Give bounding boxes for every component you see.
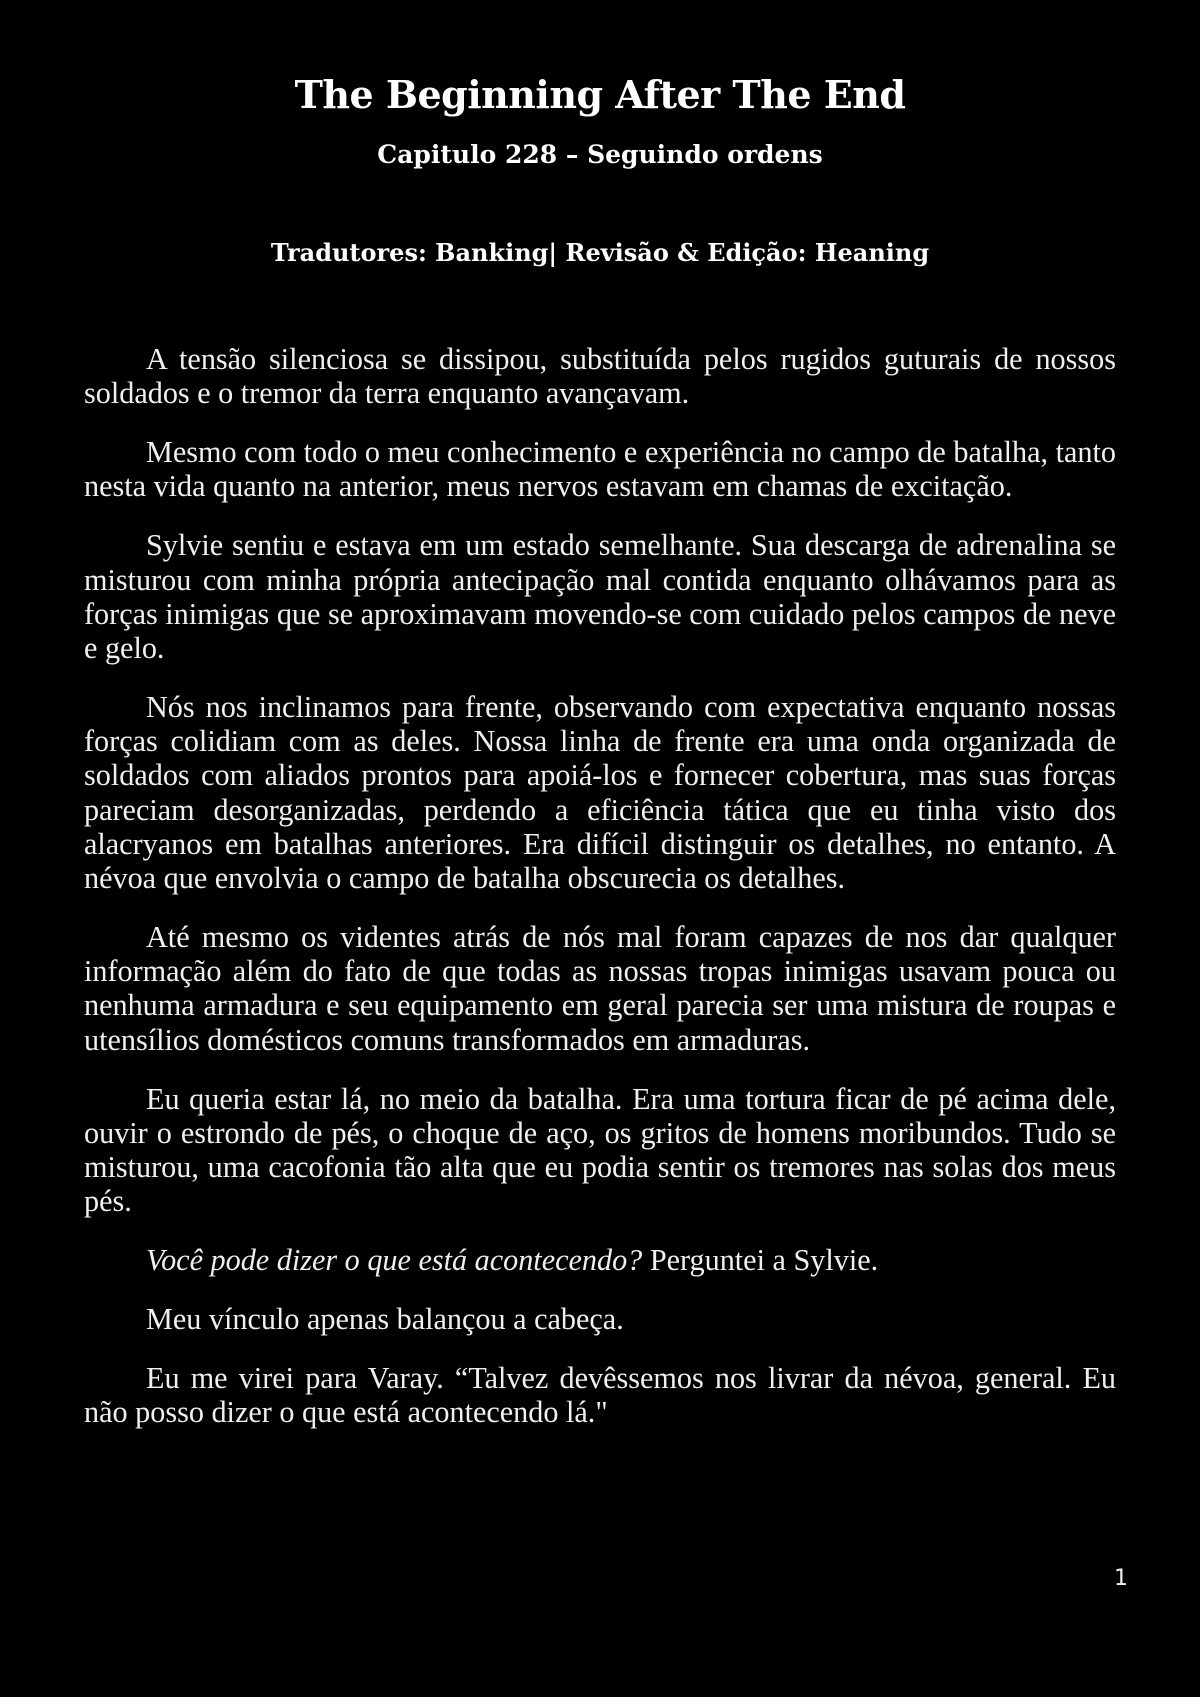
paragraph: Mesmo com todo o meu conhecimento e experiência no campo de batalha, tanto nesta vida quanto na anterior, meus nervos estavam em chamas de excitação.: [84, 435, 1116, 504]
paragraph: Nós nos inclinamos para frente, observando com expectativa enquanto nossas forças colidiam com as deles. Nossa linha de frente era uma onda organizada de soldados com aliados prontos para apoiá-los e fornecer cobertura, mas suas forças pareciam desorganizadas, perdendo a eficiência tática que eu tinha visto dos alacryanos em batalhas anteriores. Era difícil distinguir os detalhes, no entanto. A névoa que envolvia o campo de batalha obscurecia os detalhes.: [84, 690, 1116, 896]
paragraph: Sylvie sentiu e estava em um estado semelhante. Sua descarga de adrenalina se misturou com minha própria antecipação mal contida enquanto olhávamos para as forças inimigas que se aproximavam movendo-se com cuidado pelos campos de neve e gelo.: [84, 528, 1116, 666]
telepathic-thought: Você pode dizer o que está acontecendo?: [146, 1243, 643, 1278]
thought-paragraph: [84, 1243, 1116, 1277]
chapter-heading: Capitulo 228 – Seguindo ordens: [377, 140, 823, 169]
paragraph: Eu queria estar lá, no meio da batalha. Era uma tortura ficar de pé acima dele, ouvir o estrondo de pés, o choque de aço, os gritos de homens moribundos. Tudo se misturou, uma cacofonia tão alta que eu podia sentir os tremores nas solas dos meus pés.: [84, 1081, 1116, 1219]
translator-credits: Tradutores: Banking| Revisão & Edição: Heaning: [270, 238, 930, 267]
paragraph: Até mesmo os videntes atrás de nós mal foram capazes de nos dar qualquer informação além do fato de que todas as nossas tropas inimigas usavam pouca ou nenhuma armadura e seu equipamento em geral parecia ser uma mistura de roupas e utensílios domésticos comuns transformados em armaduras.: [84, 920, 1116, 1057]
page-number: 1: [1114, 1566, 1128, 1591]
chapter-body: [84, 342, 1116, 1454]
paragraph: A tensão silenciosa se dissipou, substituída pelos rugidos guturais de nossos soldados e o tremor da terra enquanto avançavam.: [84, 342, 1116, 411]
paragraph: Meu vínculo apenas balançou a cabeça.: [146, 1302, 624, 1337]
thought-attribution: Perguntei a Sylvie.: [642, 1243, 879, 1278]
paragraph: Eu me virei para Varay. “Talvez devêssemos nos livrar da névoa, general. Eu não posso dizer o que está acontecendo lá.": [84, 1361, 1116, 1430]
book-title: The Beginning After The End: [294, 72, 906, 117]
